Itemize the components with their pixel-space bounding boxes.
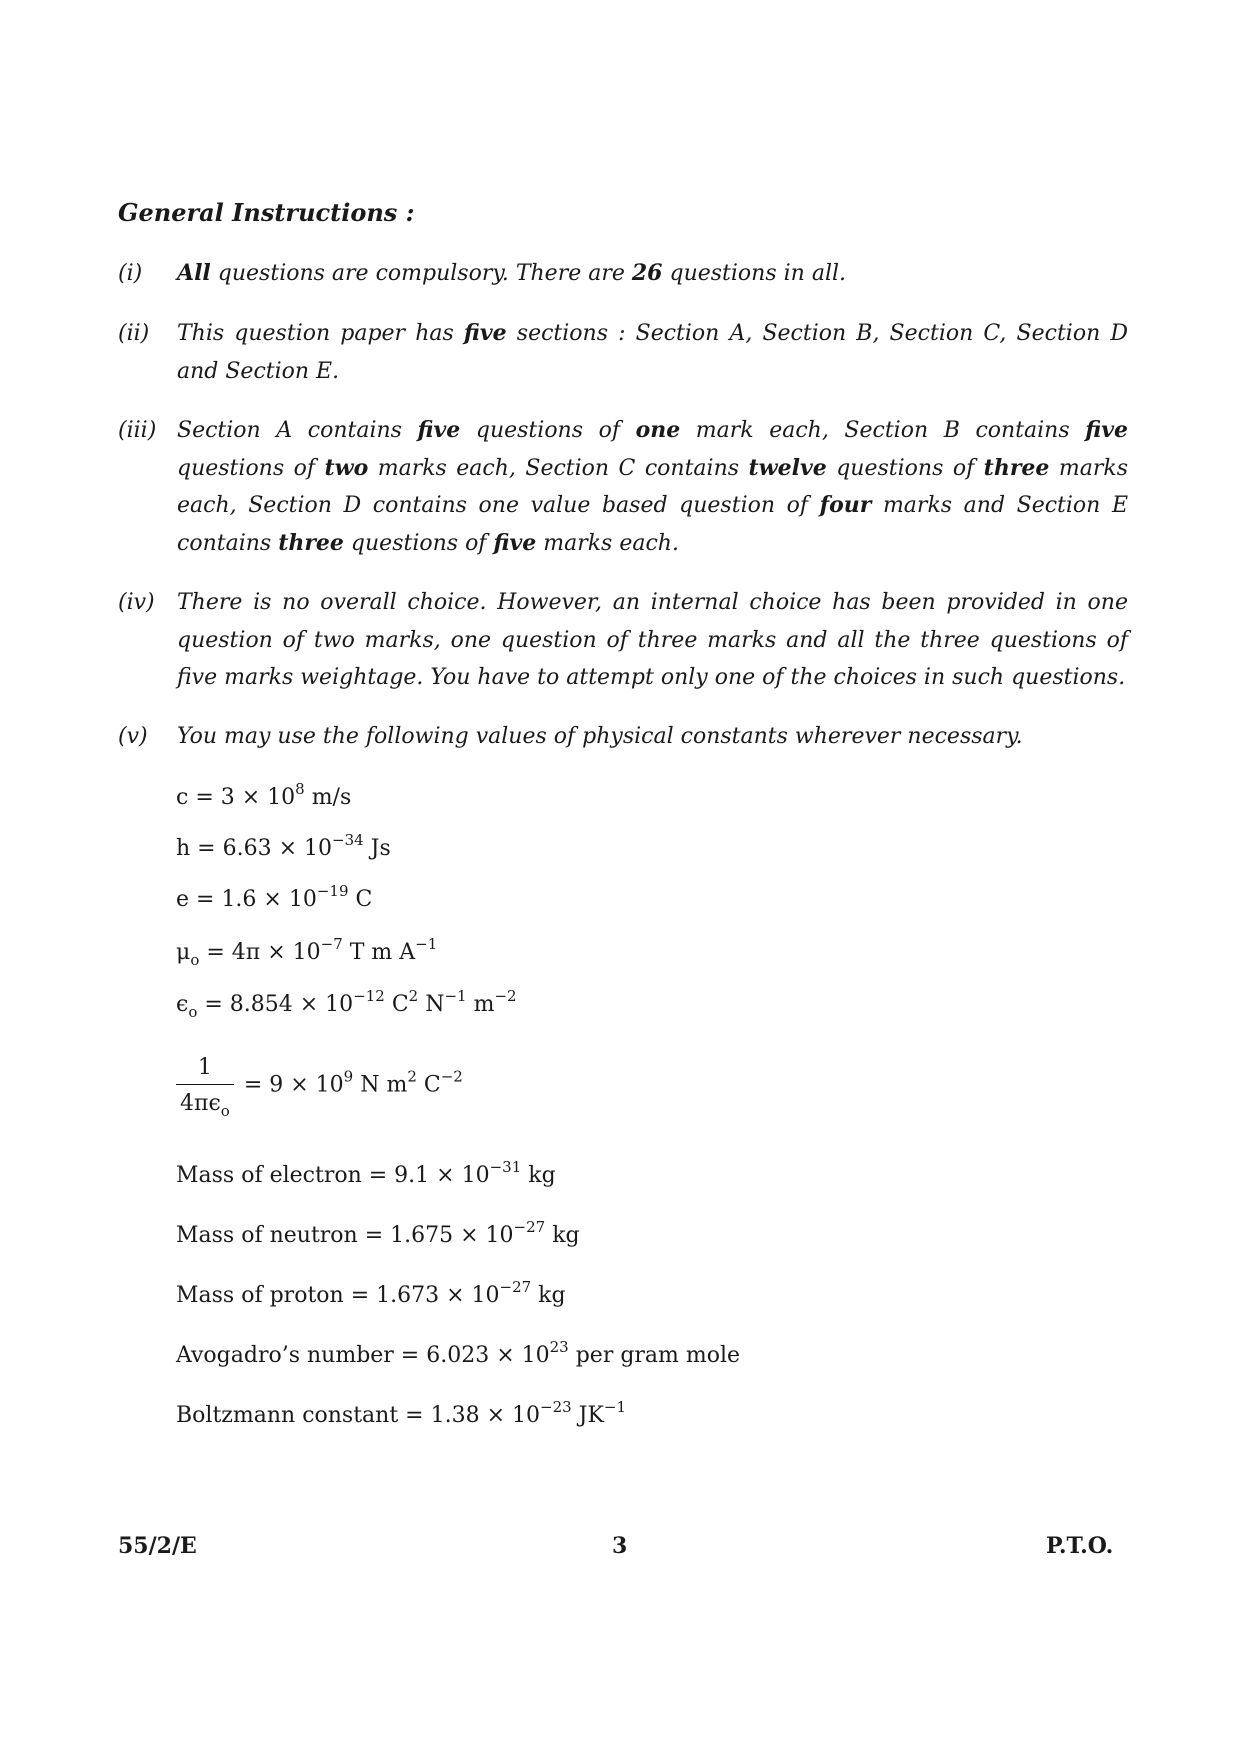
emphasis-text: five — [463, 320, 507, 346]
instruction-run: questions of — [177, 455, 325, 481]
instruction-text — [177, 412, 1128, 562]
emphasis-text: four — [819, 492, 872, 518]
constant-coulomb: $\frac{1}{4\pi\epsilon_o}$ = $9 \times 10^9$ N $m^2$ $C^{-2}$ — [176, 1055, 463, 1116]
instruction-run: You may use the following values of physical constants wherever necessary. — [177, 724, 1023, 749]
emphasis-text: five — [417, 417, 461, 443]
emphasis-text: three — [983, 454, 1050, 481]
constant-permeability: $\mu_o = 4\pi \times 10^{-7}$ T m $A^{-1}$ — [176, 935, 438, 969]
constant-mass-electron: Mass of electron = $9.1 \times 10^{-31}$ kg — [176, 1158, 556, 1188]
constant-mass-neutron: Mass of neutron = $1.675 \times 10^{-27}$ kg — [176, 1218, 580, 1248]
coulomb-fraction: $\frac{1}{4\pi\epsilon_o}$ — [176, 1055, 234, 1116]
instruction-run: There is no overall choice. However, an internal choice has been provided in one question of two marks, one question of three marks and all the three questions of five marks weightage. You have to attempt only one of the choices in such questions. — [177, 590, 1128, 690]
instruction-run: questions are compulsory. There are — [210, 261, 632, 286]
emphasis-text: twelve — [748, 454, 827, 481]
instruction-4 — [118, 584, 1128, 697]
instruction-5 — [118, 718, 1128, 756]
constant-planck: $h = 6.63 \times 10^{-34}$ Js — [176, 831, 391, 861]
instruction-run: marks and Section E contains — [177, 493, 1128, 556]
constant-boltzmann: Boltzmann constant = $1.38 \times 10^{-23}$ $JK^{-1}$ — [176, 1398, 627, 1428]
instruction-run: marks each, Section C contains — [368, 455, 749, 481]
instruction-run: marks each, Section D contains one value based question of — [177, 455, 1129, 518]
constant-avogadro: Avogadro’s number = $6.023 \times 10^{23}$ per gram mole — [176, 1338, 741, 1368]
emphasis-text: five — [493, 529, 537, 556]
constant-mass-proton: Mass of proton = $1.673 \times 10^{-27}$ kg — [176, 1278, 566, 1308]
instruction-run: This question paper has — [177, 321, 464, 346]
emphasis-text: two — [324, 454, 369, 481]
instruction-number: (ii) — [118, 321, 150, 346]
instruction-2 — [118, 315, 1128, 390]
instruction-run: Section A contains — [177, 418, 418, 443]
constant-speed-of-light: $c = 3 \times 10^8$ m/s — [176, 780, 352, 810]
instruction-text — [177, 255, 1128, 293]
instruction-run: questions of — [460, 418, 636, 443]
pto-label: P.T.O. — [1046, 1533, 1114, 1559]
constant-permittivity: $\epsilon_o = 8.854 \times 10^{-12}$ $C^2$ $N^{-1}$ $m^{-2}$ — [176, 987, 517, 1021]
instruction-number: (v) — [118, 724, 148, 749]
instruction-text — [177, 718, 1128, 756]
instruction-run: marks each. — [536, 530, 679, 556]
emphasis-text: five — [1085, 417, 1128, 443]
instruction-run: questions in all. — [662, 261, 847, 286]
page-number: 3 — [612, 1533, 628, 1559]
instruction-run: mark each, Section B contains — [680, 418, 1086, 443]
paper-code: 55/2/E — [118, 1533, 197, 1559]
instruction-run: questions of — [826, 455, 984, 481]
instruction-number: (iii) — [118, 418, 157, 443]
instruction-number: (iv) — [118, 590, 155, 615]
general-instructions-heading: General Instructions : — [118, 198, 415, 227]
instruction-number: (i) — [118, 261, 143, 286]
instruction-run: questions of — [343, 530, 494, 556]
emphasis-text: All — [177, 260, 211, 286]
emphasis-text: 26 — [631, 260, 663, 286]
instruction-run: sections : Section A, Section B, Section C, Section D and Section E. — [177, 321, 1129, 384]
emphasis-text: one — [635, 417, 681, 443]
instruction-3 — [118, 412, 1128, 562]
instruction-text — [177, 584, 1128, 697]
instruction-text — [177, 315, 1128, 390]
instruction-1 — [118, 255, 1128, 293]
emphasis-text: three — [278, 529, 344, 556]
constant-electron-charge: $e = 1.6 \times 10^{-19}$ C — [176, 882, 373, 912]
